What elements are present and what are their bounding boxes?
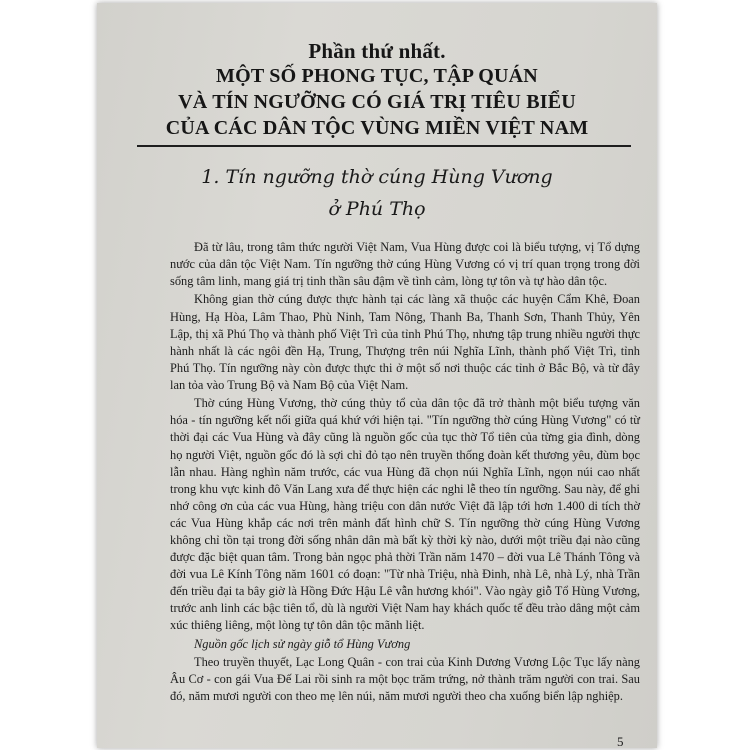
subheading: Nguồn gốc lịch sử ngày giỗ tổ Hùng Vương <box>194 636 411 651</box>
paragraph-2: Không gian thờ cúng được thực hành tại các làng xã thuộc các huyện Cẩm Khê, Đoan Hùng, Hạ Hòa, Lâm Thao, Phù Ninh, Tam Nông, Thanh Ba, Thanh Sơn, Thanh Thủy, Yên Lập, thị xã Phú Thọ và thành phố Việt Trì của tỉnh Phú Thọ, nhưng tập trung nhiều người thực hành nhất là các ngôi đền Hạ, Trung, Thượng trên núi Nghĩa Lĩnh, thành phố Việt Trì, tỉnh Phú Thọ. Tín ngưỡng này còn được thực thi ở một số nơi thuộc các tỉnh ở Bắc Bộ, và từ đây lan tỏa vào Trung Bộ và Nam Bộ của Việt Nam. <box>170 292 640 392</box>
section-title-line-2: ở Phú Thọ <box>328 198 426 220</box>
paragraph-4: Theo truyền thuyết, Lạc Long Quân - con trai của Kinh Dương Vương Lộc Tục lấy nàng Âu Cơ - con gái Vua Đế Lai rồi sinh ra một bọc trăm trứng, nở thành trăm người con trai. Sau đó, năm mươi người con theo mẹ lên núi, năm mươi người theo cha xuống biển lập nghiệp. <box>170 655 640 704</box>
page-number: 5 <box>617 734 624 748</box>
paragraph-3: Thờ cúng Hùng Vương, thờ cúng thủy tổ của dân tộc đã trở thành một biểu tượng văn hóa - tín ngưỡng kết nối giữa quá khứ với hiện tại. "Tín ngưỡng thờ cúng Hùng Vương" có từ thời đại các Vua Hùng và đây cũng là nguồn gốc của tục thờ Tổ tiên của từng gia đình, dòng họ người Việt, nguồn gốc đó là sợi chỉ đỏ tạo nên truyền thống đoàn kết thương yêu, đùm bọc lẫn nhau. Hàng nghìn năm trước, các vua Hùng đã chọn núi Nghĩa Lĩnh, ngọn núi cao nhất trong khu vực kinh đô Văn Lang xưa để thực hiện các nghi lễ theo tín ngưỡng. Sau này, để ghi nhớ công ơn của các vua Hùng, hàng triệu con dân nước Việt đã lập tới hơn 1.400 di tích thờ các Vua Hùng khắp các nơi trên mảnh đất hình chữ S. Tín ngưỡng thờ cúng Hùng Vương không chỉ tồn tại trong đời sống nhân dân mà bất kỳ thời kỳ nào, dưới một triều đại nào cũng được đặc biệt quan tâm. Trong bản ngọc phả thời Trần năm 1470 – đời vua Lê Thánh Tông và đời vua Lê Kính Tông năm 1601 có đoạn: "Từ nhà Triệu, nhà Đinh, nhà Lê, nhà Lý, nhà Trần đến triều đại ta bây giờ là Hồng Đức Hậu Lê vẫn hương khói". Vào ngày giỗ Tổ Hùng Vương, trước anh linh các bậc tiên tổ, dù là người Việt Nam hay khách quốc tế đều trào dâng một cảm xúc thiêng liêng, một lòng tự tôn dân tộc mãnh liệt. <box>170 396 640 633</box>
book-page <box>97 3 657 748</box>
title-underline <box>137 145 631 147</box>
chapter-title-line-2: VÀ TÍN NGƯỠNG CÓ GIÁ TRỊ TIÊU BIỂU <box>178 91 576 113</box>
chapter-title-line-1: MỘT SỐ PHONG TỤC, TẬP QUÁN <box>216 65 538 87</box>
part-title: Phần thứ nhất. <box>308 39 446 63</box>
chapter-title-line-3: CỦA CÁC DÂN TỘC VÙNG MIỀN VIỆT NAM <box>165 117 589 139</box>
body-text <box>170 239 640 706</box>
section-title-line-1: 1. Tín ngưỡng thờ cúng Hùng Vương <box>201 166 553 188</box>
paragraph-1: Đã từ lâu, trong tâm thức người Việt Nam, Vua Hùng được coi là biểu tượng, vị Tổ dựng nước của dân tộc Việt Nam. Tín ngưỡng thờ cúng Hùng Vương có vị trí quan trọng trong đời sống tâm linh, mang giá trị tinh thần sâu đậm về tình cảm, lòng tự tôn và tự hào dân tộc. <box>170 240 640 289</box>
